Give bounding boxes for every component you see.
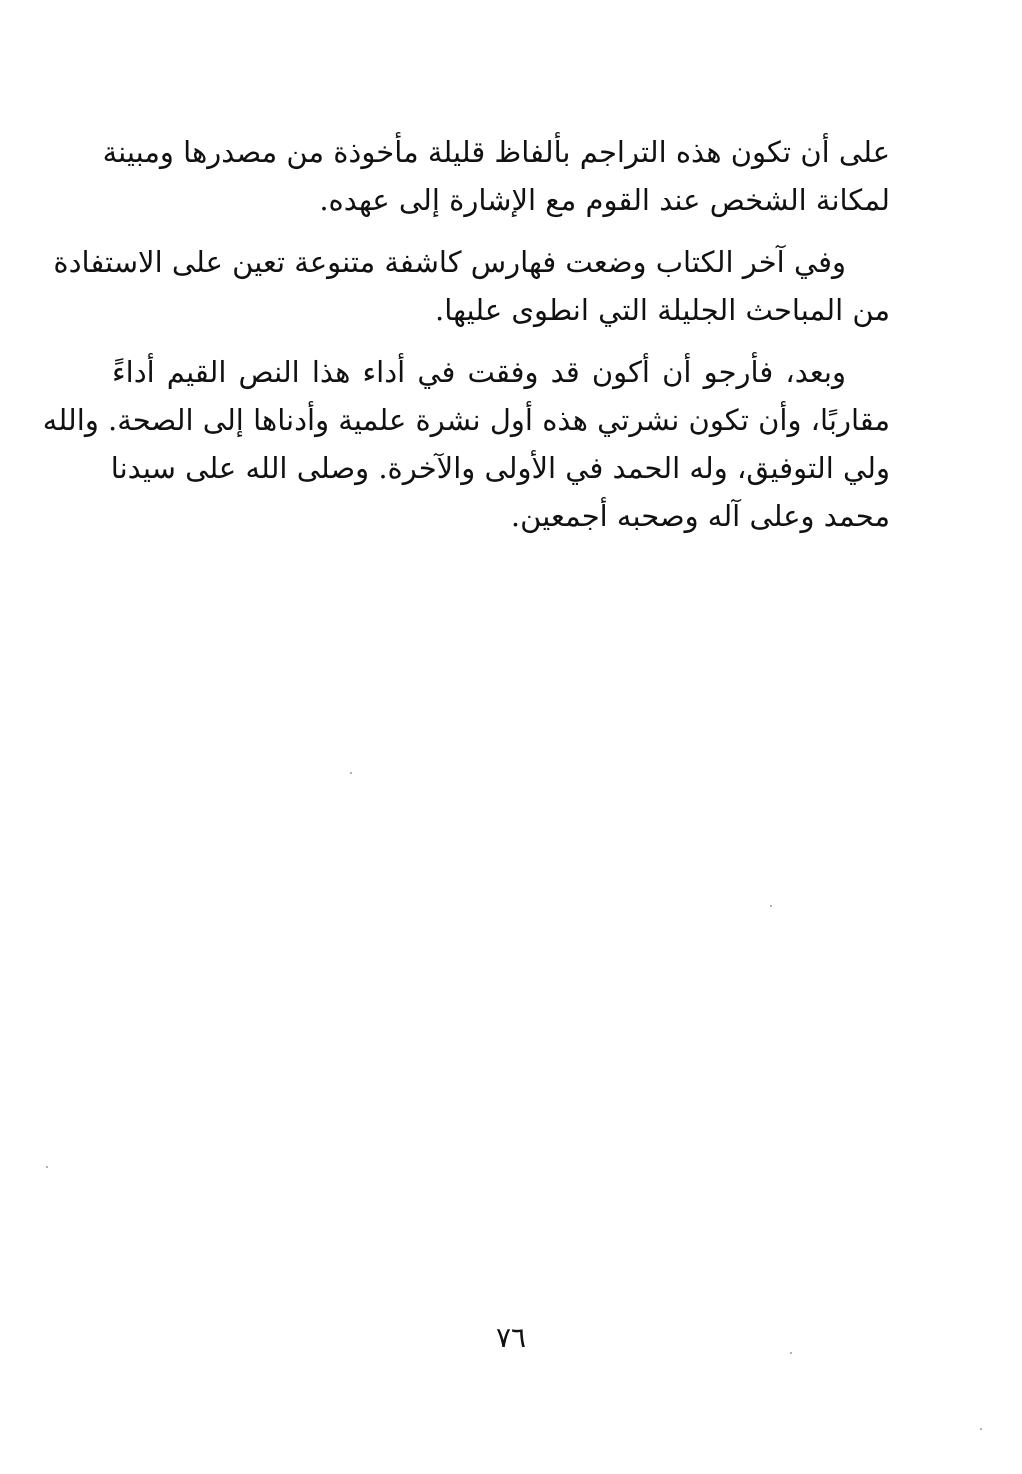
scan-speck	[770, 905, 772, 907]
text-line: ولي التوفيق، وله الحمد في الأولى والآخرة. وصلى الله على سيدنا	[110, 451, 890, 485]
scan-speck	[980, 1428, 982, 1430]
text-line: وبعد، فأرجو أن أكون قد وفقت في أداء هذا النص القيم أداءً	[112, 355, 846, 389]
paragraph-closing	[42, 348, 890, 540]
page-number: ٧٦	[495, 1321, 527, 1354]
body-text	[42, 128, 890, 554]
scan-speck	[790, 1352, 792, 1354]
text-line: محمد وعلى آله وصحبه أجمعين.	[510, 499, 890, 533]
text-line: على أن تكون هذه التراجم بألفاظ قليلة مأخوذة من مصدرها ومبينة	[102, 135, 890, 169]
scan-speck	[350, 772, 352, 774]
text-line: مقاربًا، وأن تكون نشرتي هذه أول نشرة علمية وأدناها إلى الصحة. والله	[42, 403, 890, 437]
text-line: وفي آخر الكتاب وضعت فهارس كاشفة متنوعة تعين على الاستفادة	[53, 245, 846, 279]
paragraph-indexes	[53, 238, 890, 334]
scan-speck	[46, 1166, 48, 1168]
paragraph-biographies	[102, 128, 890, 224]
text-line: من المباحث الجليلة التي انطوى عليها.	[435, 293, 890, 327]
text-line: لمكانة الشخص عند القوم مع الإشارة إلى عهده.	[319, 183, 890, 217]
